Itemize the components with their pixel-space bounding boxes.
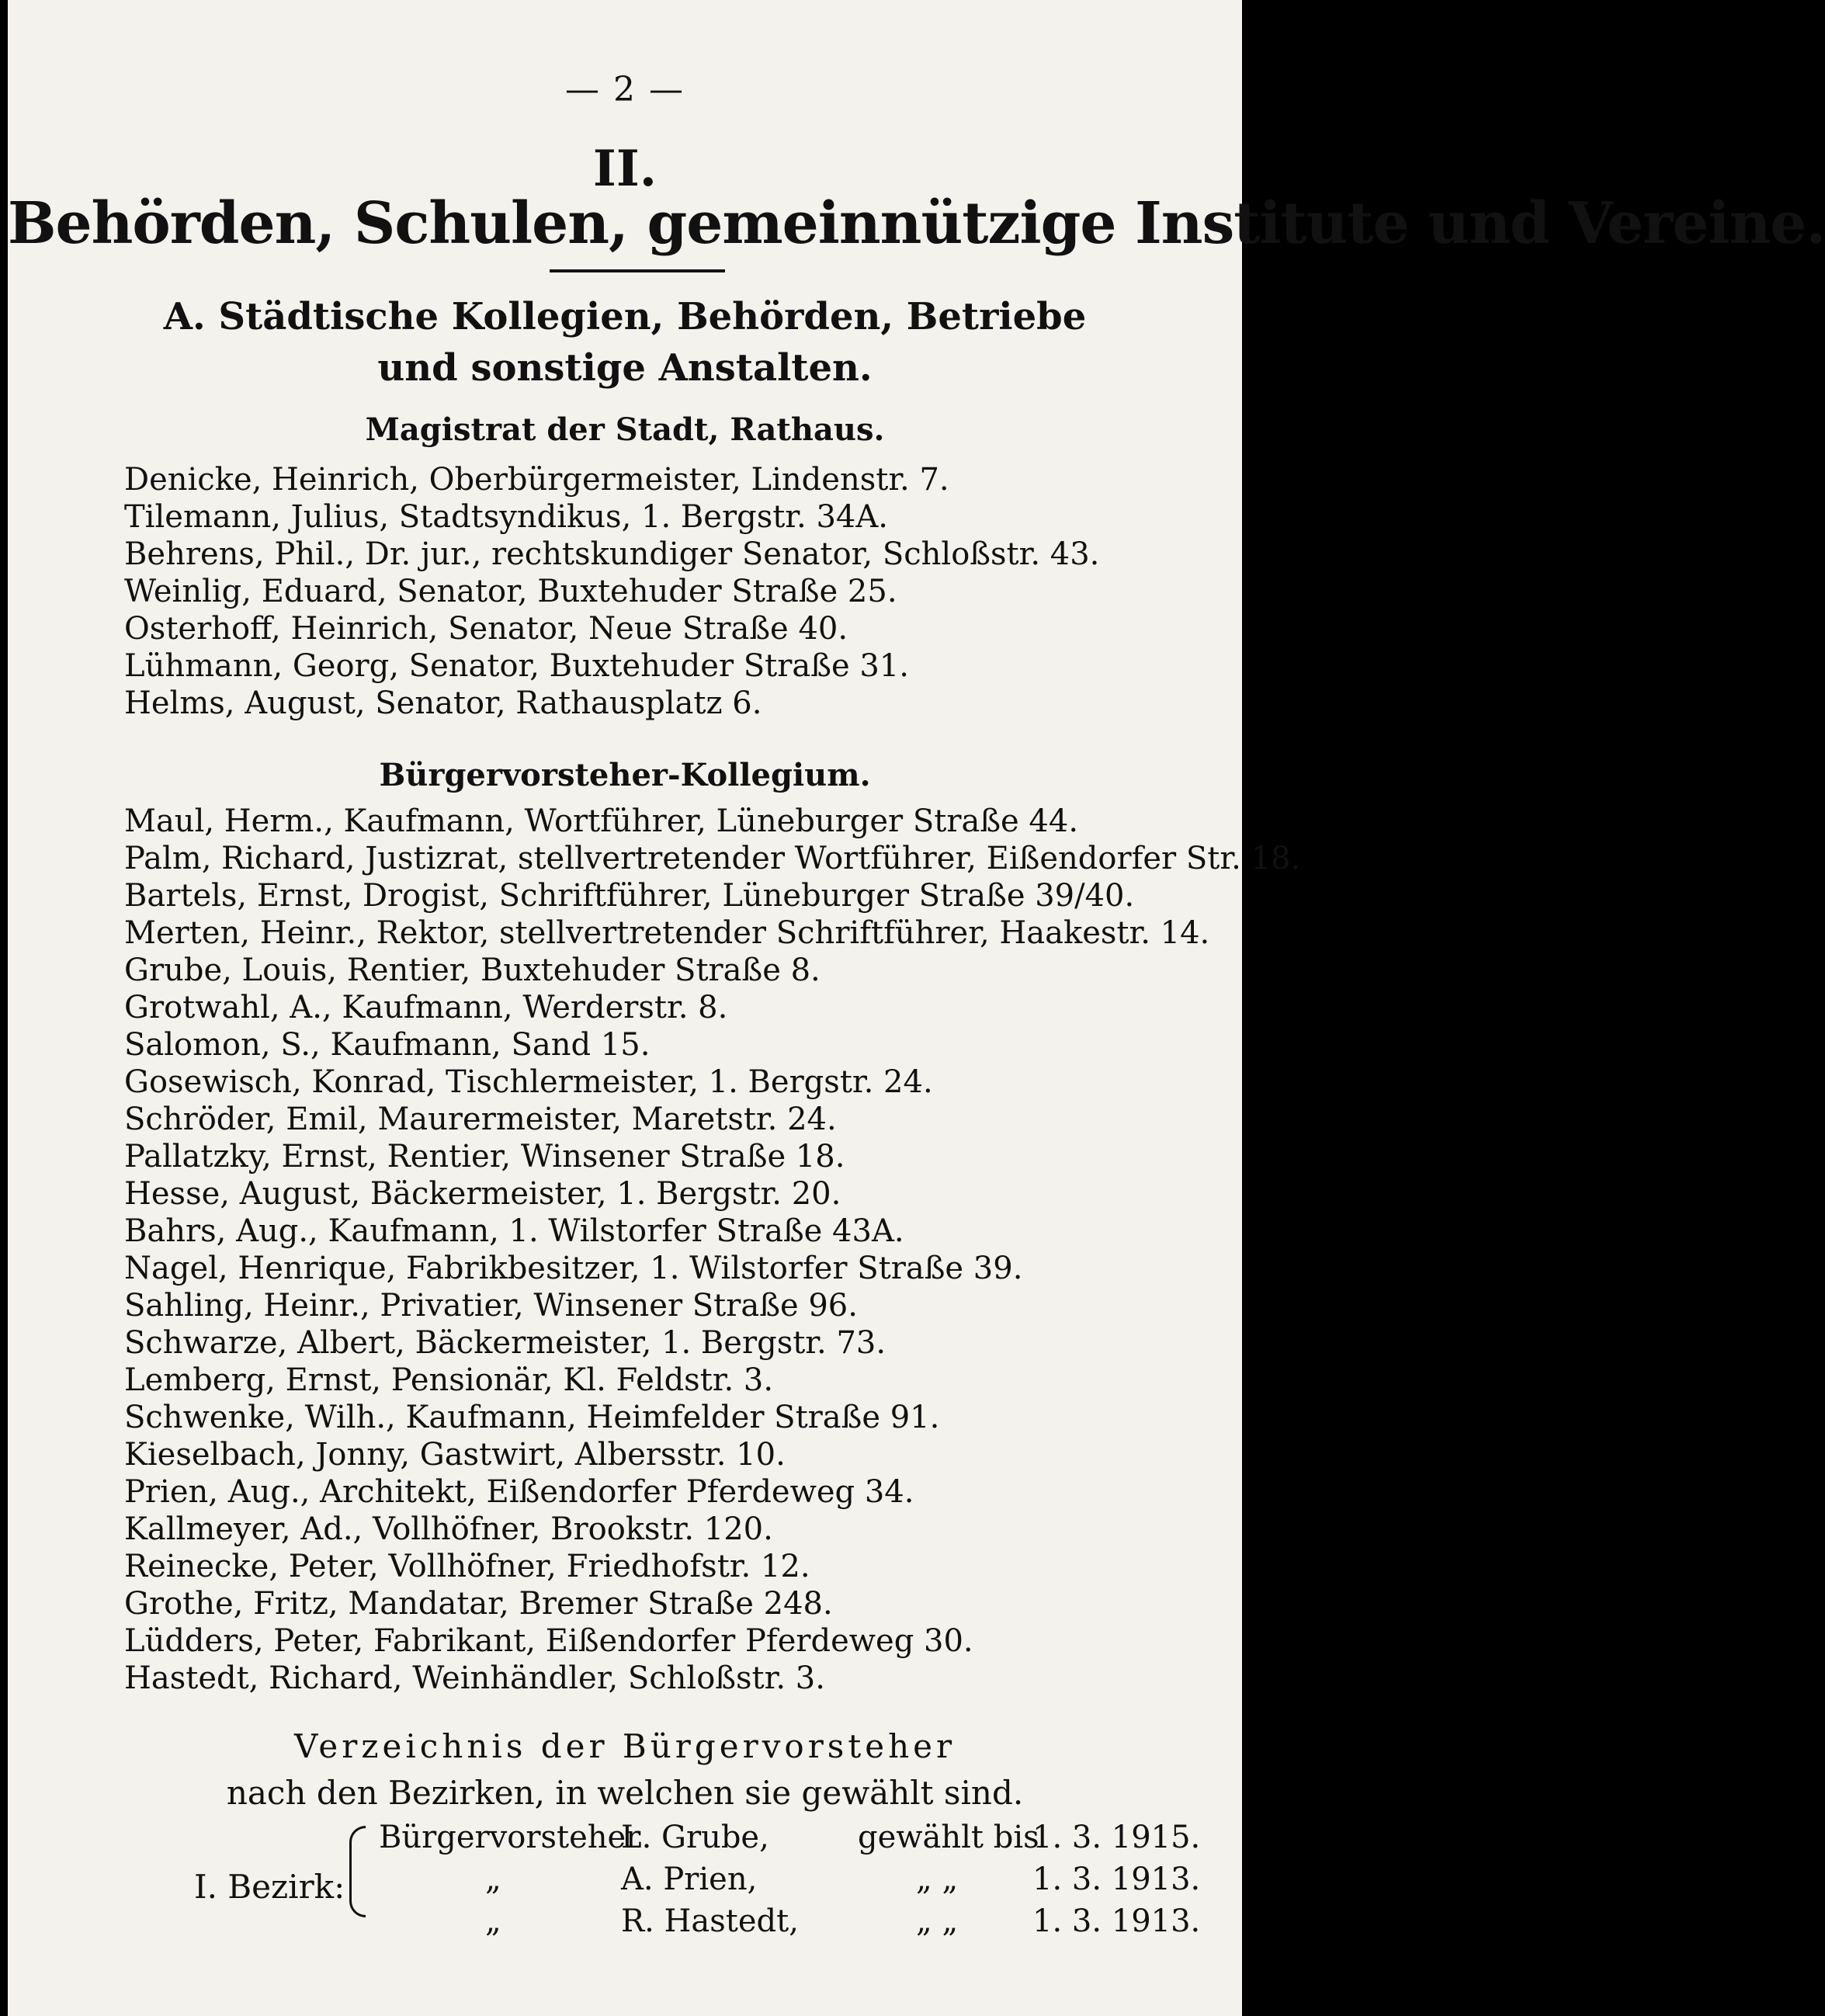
register-role: „ bbox=[485, 1862, 501, 1897]
register-name: R. Hastedt, bbox=[621, 1903, 799, 1939]
register-name: A. Prien, bbox=[621, 1862, 758, 1897]
magistrat-heading: Magistrat der Stadt, Rathaus. bbox=[365, 411, 885, 448]
list-item: Lühmann, Georg, Senator, Buxtehuder Straße 31. bbox=[124, 648, 909, 684]
list-item: Schwarze, Albert, Bäckermeister, 1. Bergstr. 73. bbox=[124, 1325, 886, 1361]
list-item: Grotwahl, A., Kaufmann, Werderstr. 8. bbox=[124, 990, 728, 1025]
list-item: Hesse, August, Bäckermeister, 1. Bergstr. 20. bbox=[124, 1176, 841, 1212]
register-heading: Verzeichnis der Bürgervorsteher bbox=[293, 1727, 956, 1765]
title-divider bbox=[550, 269, 725, 272]
list-item: Grothe, Fritz, Mandatar, Bremer Straße 248. bbox=[124, 1586, 833, 1622]
list-item: Gosewisch, Konrad, Tischlermeister, 1. Bergstr. 24. bbox=[124, 1064, 933, 1100]
page-number: — 2 — bbox=[565, 70, 685, 109]
list-item: Sahling, Heinr., Privatier, Winsener Straße 96. bbox=[124, 1288, 858, 1324]
section-a-heading-line1: A. Städtische Kollegien, Behörden, Betriebe bbox=[163, 295, 1087, 338]
list-item: Prien, Aug., Architekt, Eißendorfer Pferdeweg 34. bbox=[124, 1474, 914, 1510]
list-item: Tilemann, Julius, Stadtsyndikus, 1. Bergstr. 34A. bbox=[124, 499, 888, 535]
list-item: Hastedt, Richard, Weinhändler, Schloßstr. 3. bbox=[124, 1660, 825, 1696]
list-item: Nagel, Henrique, Fabrikbesitzer, 1. Wilstorfer Straße 39. bbox=[124, 1251, 1023, 1286]
list-item: Salomon, S., Kaufmann, Sand 15. bbox=[124, 1027, 651, 1063]
list-item: Schwenke, Wilh., Kaufmann, Heimfelder Straße 91. bbox=[124, 1400, 940, 1435]
list-item: Lemberg, Ernst, Pensionär, Kl. Feldstr. 3. bbox=[124, 1362, 774, 1398]
list-item: Osterhoff, Heinrich, Senator, Neue Straße 40. bbox=[124, 611, 848, 647]
list-item: Bahrs, Aug., Kaufmann, 1. Wilstorfer Straße 43A. bbox=[124, 1213, 904, 1249]
list-item: Pallatzky, Ernst, Rentier, Winsener Straße 18. bbox=[124, 1139, 845, 1175]
register-date: 1. 3. 1913. bbox=[1032, 1862, 1201, 1897]
list-item: Schröder, Emil, Maurermeister, Maretstr. 24. bbox=[124, 1102, 837, 1137]
register-role: Bürgervorsteher bbox=[379, 1820, 641, 1855]
register-date: 1. 3. 1913. bbox=[1032, 1903, 1201, 1939]
list-item: Maul, Herm., Kaufmann, Wortführer, Lüneburger Straße 44. bbox=[124, 803, 1079, 839]
register-until: „ „ bbox=[916, 1903, 959, 1939]
register-subheading: nach den Bezirken, in welchen sie gewählt sind. bbox=[226, 1774, 1024, 1812]
list-item: Kallmeyer, Ad., Vollhöfner, Brookstr. 120. bbox=[124, 1511, 773, 1547]
list-item: Weinlig, Eduard, Senator, Buxtehuder Straße 25. bbox=[124, 574, 897, 609]
register-date: 1. 3. 1915. bbox=[1032, 1820, 1201, 1855]
section-roman-numeral: II. bbox=[592, 140, 657, 198]
list-item: Grube, Louis, Rentier, Buxtehuder Straße 8. bbox=[124, 952, 821, 988]
list-item: Palm, Richard, Justizrat, stellvertretender Wortführer, Eißendorfer Str. 18. bbox=[124, 841, 1301, 876]
district-label: I. Bezirk: bbox=[194, 1868, 345, 1906]
list-item: Lüdders, Peter, Fabrikant, Eißendorfer Pferdeweg 30. bbox=[124, 1623, 973, 1659]
section-a-heading-line2: und sonstige Anstalten. bbox=[377, 346, 873, 390]
list-item: Merten, Heinr., Rektor, stellvertretender Schriftführer, Haakestr. 14. bbox=[124, 915, 1210, 951]
list-item: Denicke, Heinrich, Oberbürgermeister, Lindenstr. 7. bbox=[124, 462, 949, 498]
register-until: gewählt bis bbox=[858, 1820, 1039, 1855]
register-until: „ „ bbox=[916, 1862, 959, 1897]
list-item: Behrens, Phil., Dr. jur., rechtskundiger Senator, Schloßstr. 43. bbox=[124, 536, 1100, 572]
brace-bracket bbox=[349, 1826, 366, 1917]
register-role: „ bbox=[485, 1903, 501, 1939]
buergervorsteher-heading: Bürgervorsteher-Kollegium. bbox=[379, 757, 871, 793]
list-item: Kieselbach, Jonny, Gastwirt, Albersstr. 10. bbox=[124, 1437, 786, 1473]
document-page bbox=[8, 0, 1825, 2016]
register-name: L. Grube, bbox=[621, 1820, 769, 1855]
list-item: Reinecke, Peter, Vollhöfner, Friedhofstr. 12. bbox=[124, 1549, 810, 1584]
list-item: Helms, August, Senator, Rathausplatz 6. bbox=[124, 685, 762, 721]
main-title: Behörden, Schulen, gemeinnützige Institute und Vereine. bbox=[8, 190, 1825, 257]
list-item: Bartels, Ernst, Drogist, Schriftführer, Lüneburger Straße 39/40. bbox=[124, 878, 1135, 914]
